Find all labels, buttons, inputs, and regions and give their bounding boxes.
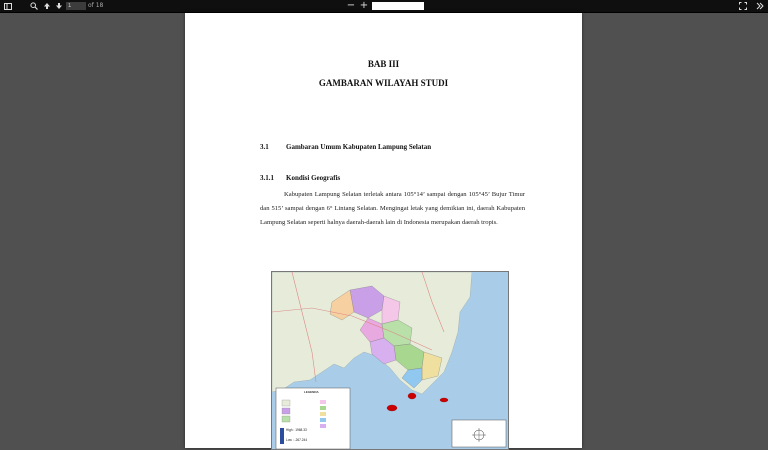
fullscreen-icon[interactable] [738,0,748,12]
legend-title: LEGENDA [304,390,319,394]
pdf-toolbar [0,0,768,13]
sidebar-toggle-icon[interactable] [3,0,13,12]
subsection-number: 3.1.1 [260,174,274,182]
next-page-icon[interactable] [54,0,64,12]
zoom-select[interactable] [372,2,424,10]
document-page [185,13,582,448]
section-title: Gambaran Umum Kabupaten Lampung Selatan [286,143,432,151]
subsection-title: Kondisi Geografis [286,174,341,182]
search-icon[interactable] [29,0,39,12]
chapter-title: GAMBARAN WILAYAH STUDI [318,78,449,88]
chapter-heading: BAB III [367,59,400,69]
legend-high-label: High : 1968.33 [286,428,307,432]
zoom-in-button[interactable]: + [359,0,369,11]
previous-page-icon[interactable] [42,0,52,12]
legend-low-label: Low : -267.244 [286,438,308,442]
map-figure [271,271,509,450]
zoom-out-button[interactable]: − [346,0,356,11]
tools-menu-icon[interactable] [755,0,765,12]
body-paragraph: Kabupaten Lampung Selatan terletak antara 105°14’ sampai dengan 105°45’ Bujur Timur dan 515’ sampai dengan 6° Lintang Selatan. Mengingat letak yang demikian ini, daerah Kabupaten Lampung Selatan seperti halnya daerah-daerah lain di Indonesia merupakan daerah tropis. [260,191,525,226]
map-graphic [272,272,508,449]
page-count-label: of 18 [88,2,104,9]
section-number: 3.1 [260,143,269,151]
page-number-input[interactable] [66,2,86,10]
